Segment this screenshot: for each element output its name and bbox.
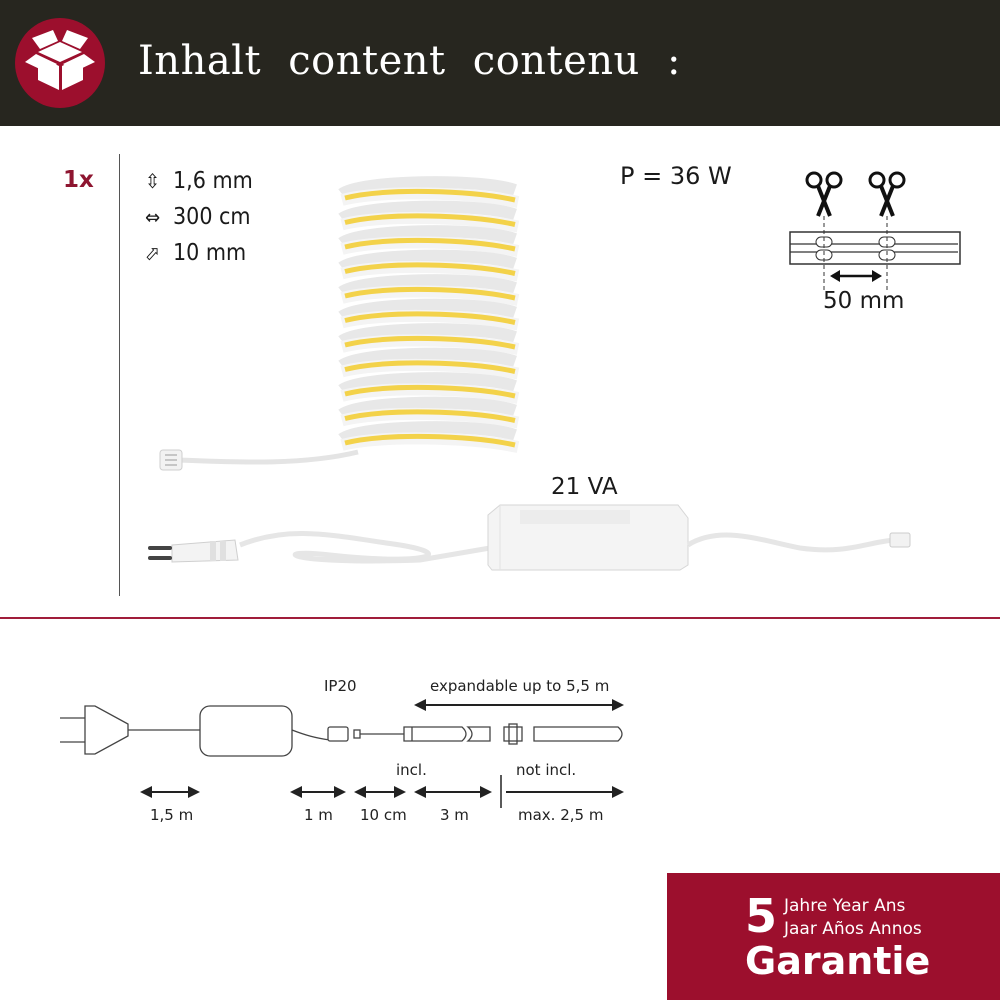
not-incl-label: not incl. xyxy=(516,761,577,779)
cut-interval-label: 50 mm xyxy=(823,288,905,314)
expandable-label: expandable up to 5,5 m xyxy=(430,677,610,695)
warranty-line1: Jahre Year Ans xyxy=(784,896,906,916)
length-arrow-icon: ⇔ xyxy=(145,205,161,229)
incl-label: incl. xyxy=(396,761,427,779)
warranty-years: 5 xyxy=(745,889,778,943)
page-title: Inhalt content contenu : xyxy=(138,38,682,84)
diagonal-arrow-icon: ⬀ xyxy=(145,241,161,265)
spec-length-value: 300 cm xyxy=(173,204,251,230)
warranty-badge xyxy=(667,873,1000,1000)
quantity-label: 1x xyxy=(63,167,94,193)
length-psu-cable: 1 m xyxy=(304,806,333,824)
spec-width-value: 10 mm xyxy=(173,240,247,266)
height-arrow-icon: ⇳ xyxy=(145,169,161,193)
warranty-line2: Jaar Años Annos xyxy=(784,919,922,939)
length-strip: 3 m xyxy=(440,806,469,824)
power-label: P = 36 W xyxy=(620,162,732,190)
ip-rating-label: IP20 xyxy=(324,677,357,695)
psu-symbol xyxy=(200,706,292,756)
plug-symbol xyxy=(60,706,128,754)
warranty-label: Garantie xyxy=(745,939,931,983)
length-feed-cable: 10 cm xyxy=(360,806,407,824)
length-plug-cable: 1,5 m xyxy=(150,806,194,824)
psu-rating-label: 21 VA xyxy=(551,474,618,500)
length-extension: max. 2,5 m xyxy=(518,806,604,824)
spec-height-value: 1,6 mm xyxy=(173,168,253,194)
